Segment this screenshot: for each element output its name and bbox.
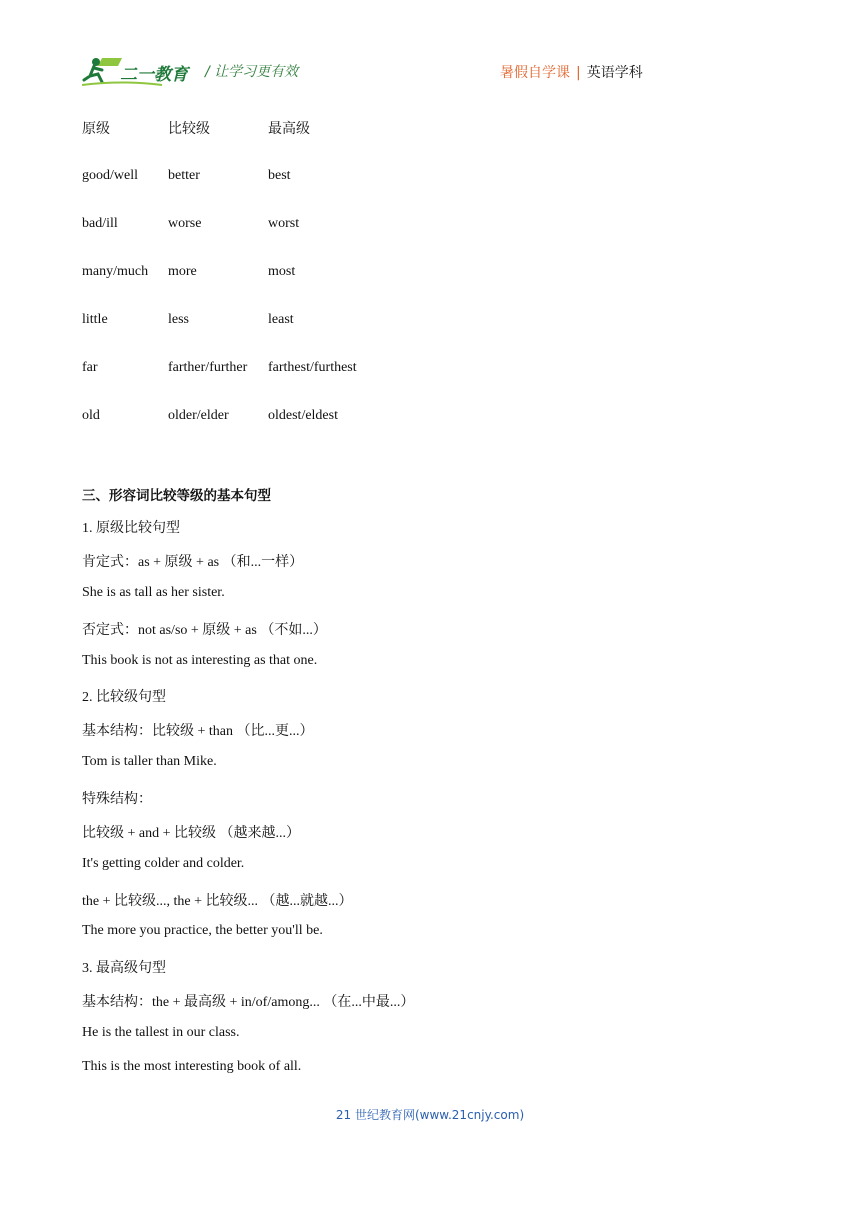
rule-line: 否定式：not as/so + 原级 + as （不如...） bbox=[82, 623, 327, 638]
table-cell: bad/ill bbox=[82, 216, 118, 231]
example-sentence: She is as tall as her sister. bbox=[82, 585, 225, 600]
table-cell: best bbox=[268, 168, 291, 183]
rule-line: 比较级 + and + 比较级 （越来越...） bbox=[82, 826, 301, 841]
example-sentence: It's getting colder and colder. bbox=[82, 856, 245, 871]
table-cell: worst bbox=[268, 216, 300, 231]
logo-text: 二一教育 bbox=[120, 65, 188, 85]
header-subject: 英语学科 bbox=[586, 65, 643, 81]
table-cell: least bbox=[268, 312, 294, 327]
table-cell: farthest/furthest bbox=[268, 360, 357, 375]
page-footer: 21 世纪教育网(www.21cnjy.com) bbox=[335, 1108, 525, 1122]
table-cell: most bbox=[268, 264, 296, 279]
subsection-heading: 1. 原级比较句型 bbox=[82, 521, 180, 536]
rule-line: 肯定式：as + 原级 + as （和...一样） bbox=[82, 555, 304, 570]
table-header-cell: 比较级 bbox=[168, 122, 210, 137]
table-cell: more bbox=[168, 264, 197, 279]
table-cell: farther/further bbox=[168, 360, 248, 375]
table-cell: older/elder bbox=[168, 408, 229, 423]
table-cell: less bbox=[168, 312, 189, 327]
rule-line: 基本结构：比较级 + than （比...更...） bbox=[82, 724, 314, 739]
example-sentence: The more you practice, the better you'll be. bbox=[82, 923, 323, 938]
table-cell: many/much bbox=[82, 264, 149, 279]
example-sentence: This is the most interesting book of all. bbox=[82, 1059, 302, 1074]
subsection-heading: 2. 比较级句型 bbox=[82, 690, 166, 705]
table-cell: oldest/eldest bbox=[268, 408, 338, 423]
table-header-cell: 原级 bbox=[82, 122, 110, 137]
header-separator: | bbox=[576, 65, 581, 81]
example-sentence: He is the tallest in our class. bbox=[82, 1025, 240, 1040]
rule-line: 基本结构：the + 最高级 + in/of/among... （在...中最...） bbox=[82, 995, 415, 1010]
page-header bbox=[0, 0, 860, 100]
subsection-heading: 3. 最高级句型 bbox=[82, 961, 166, 976]
table-cell: good/well bbox=[82, 168, 138, 183]
table-cell: old bbox=[82, 408, 100, 423]
section-title: 三、形容词比较等级的基本句型 bbox=[82, 488, 271, 504]
rule-line: the + 比较级..., the + 比较级... （越...就越...） bbox=[82, 894, 353, 909]
table-cell: far bbox=[82, 360, 98, 375]
table-header-cell: 最高级 bbox=[268, 122, 310, 137]
example-sentence: This book is not as interesting as that one. bbox=[82, 653, 318, 668]
table-cell: little bbox=[82, 312, 108, 327]
header-course: 暑假自学课 bbox=[500, 65, 570, 81]
header-course-info bbox=[500, 62, 643, 82]
table-cell: worse bbox=[168, 216, 202, 231]
header-slogan: / 让学习更有效 bbox=[205, 64, 299, 80]
table-cell: better bbox=[168, 168, 200, 183]
example-sentence: Tom is taller than Mike. bbox=[82, 754, 217, 769]
rule-line: 特殊结构： bbox=[82, 792, 152, 807]
